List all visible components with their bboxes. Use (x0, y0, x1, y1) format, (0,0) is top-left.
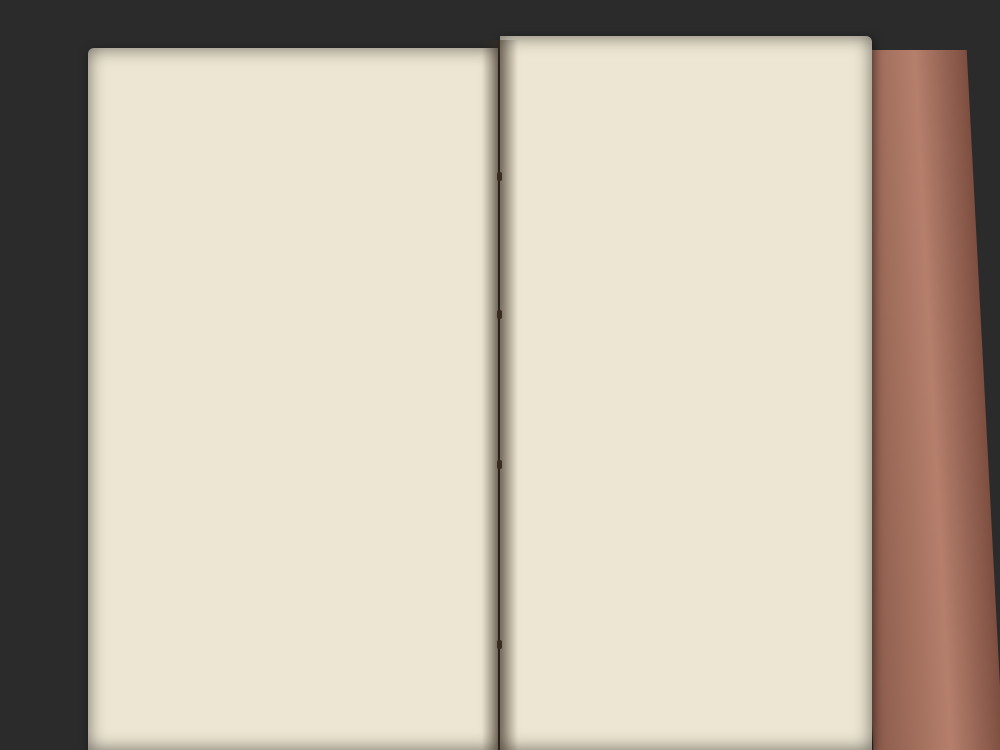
binding-stitch (497, 310, 502, 319)
left-page (88, 48, 498, 750)
binding-stitch (497, 640, 502, 649)
binding-stitch (497, 172, 502, 181)
binding-stitch (497, 460, 502, 469)
right-page (500, 36, 872, 750)
